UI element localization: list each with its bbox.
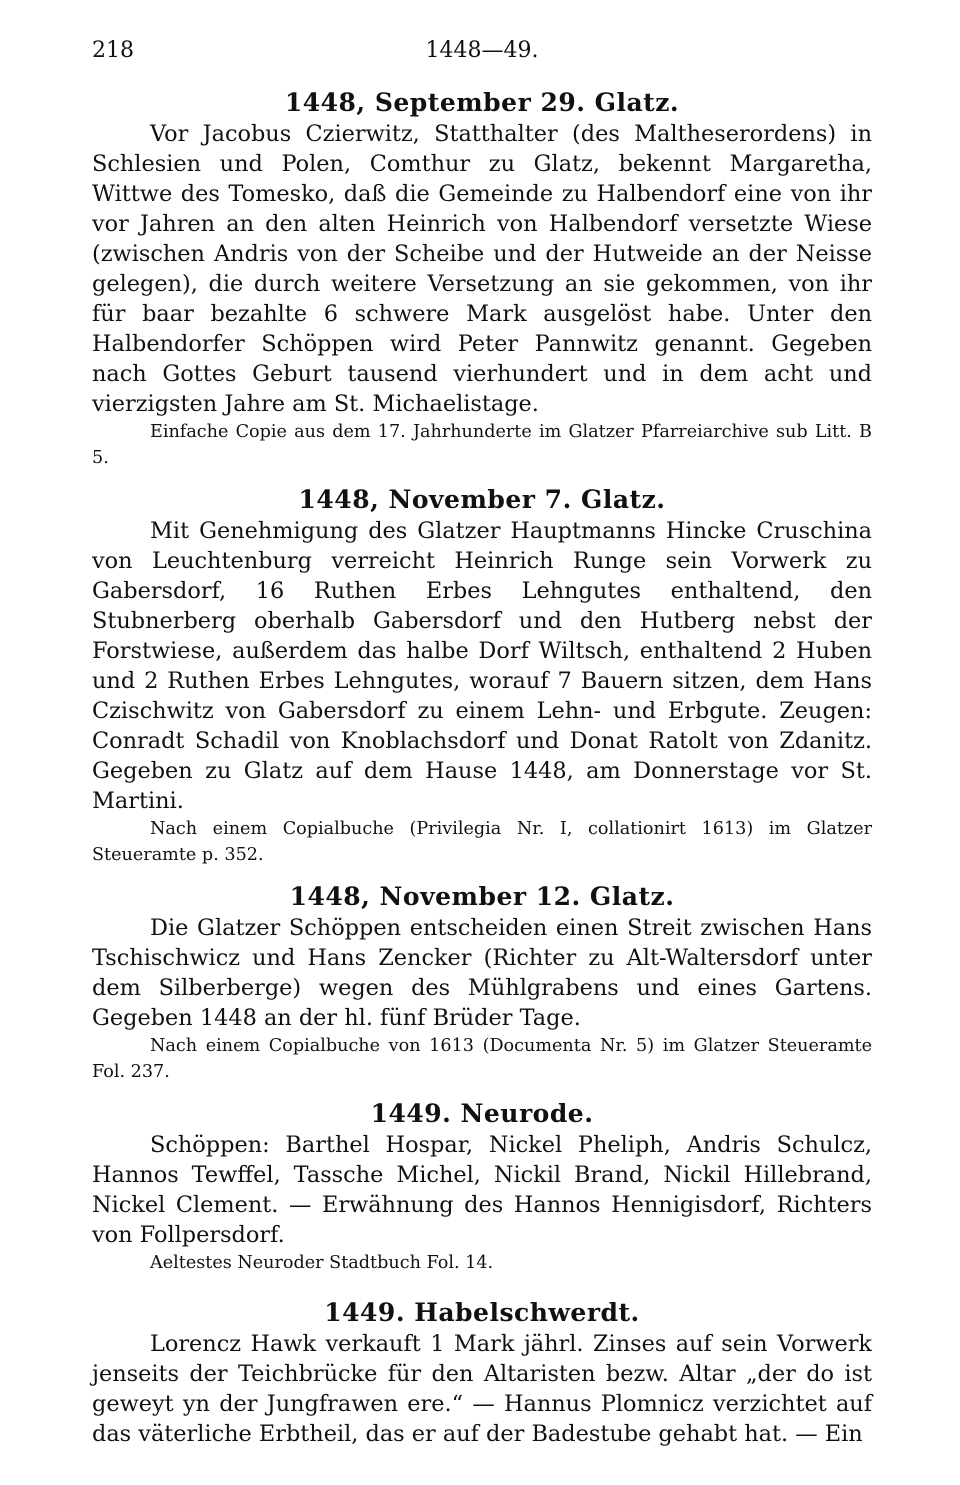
- entry-text: Mit Genehmigung des Glatzer Hauptmanns Hincke Cruschina von Leuchtenburg verreicht Heinrich Runge sein Vorwerk zu Gabersdorf, 16 Ruthen Erbes Lehngutes enthaltend, den Stubnerberg oberhalb Gabersdorf und den Hutberg nebst der Forstwiese, außerdem das halbe Dorf Wiltsch, enthaltend 2 Huben und 2 Ruthen Erbes Lehngutes, worauf 7 Bauern sitzen, dem Hans Czischwitz von Gabersdorf zu einem Lehn- und Erbgute. Zeugen: Conradt Schadil von Knoblachsdorf und Donat Ratolt von Zdanitz. Gegeben zu Glatz auf dem Hause 1448, am Donnerstage vor St. Martini.: [92, 518, 872, 814]
- entry-heading: 1449. Neurode.: [370, 1099, 594, 1128]
- entry-text: Vor Jacobus Czierwitz, Statthalter (des Maltheserordens) in Schlesien und Polen, Comthur zu Glatz, bekennt Margaretha, Wittwe des Tomesko, daß die Gemeinde zu Halbendorf eine von ihr vor Jahren an den alten Heinrich von Halbendorf versetzte Wiese (zwischen Andris von der Scheibe und der Hutweide an der Neisse gelegen), die durch weitere Versetzung an sie gekommen, von ihr für baar bezahlte 6 schwere Mark ausgelöst habe. Unter den Halbendorfer Schöppen wird Peter Pannwitz genannt. Gegeben nach Gottes Geburt tausend vierhundert und in dem acht und vierzigsten Jahre am St. Michaelistage.: [92, 121, 872, 417]
- entry-1449-neurode: [92, 1099, 872, 1276]
- entry-heading: 1448, November 7. Glatz.: [298, 485, 666, 514]
- entry-text: Schöppen: Barthel Hospar, Nickel Pheliph, Andris Schulcz, Hannos Tewffel, Tassche Michel, Nickil Brand, Nickil Hillebrand, Nickel Clement. — Erwähnung des Hannos Hennigisdorf, Richters von Follpersdorf.: [92, 1132, 872, 1248]
- entry-heading: 1449. Habelschwerdt.: [324, 1298, 640, 1327]
- entry-1448-nov-7: [92, 485, 872, 868]
- entry-source-note: Einfache Copie aus dem 17. Jahrhunderte im Glatzer Pfarreiarchive sub Litt. B 5.: [92, 422, 872, 468]
- running-title: 1448—49.: [425, 38, 539, 63]
- entry-source-note: Aeltestes Neuroder Stadtbuch Fol. 14.: [150, 1253, 494, 1273]
- entry-heading: 1448, November 12. Glatz.: [289, 882, 675, 911]
- entry-1448-nov-12: [92, 882, 872, 1085]
- entry-text: Die Glatzer Schöppen entscheiden einen Streit zwischen Hans Tschischwicz und Hans Zencker (Richter zu Alt-Waltersdorf unter dem Silberberge) wegen des Mühlgrabens und eines Gartens. Gegeben 1448 an der hl. fünf Brüder Tage.: [92, 915, 872, 1031]
- entry-heading: 1448, September 29. Glatz.: [284, 88, 680, 117]
- entry-source-note: Nach einem Copialbuche von 1613 (Documenta Nr. 5) im Glatzer Steueramte Fol. 237.: [92, 1036, 872, 1082]
- running-head: [92, 30, 872, 74]
- entry-source-note: Nach einem Copialbuche (Privilegia Nr. I, collationirt 1613) im Glatzer Steueramte p. 352.: [92, 819, 872, 865]
- entry-1449-habelschwerdt: [92, 1298, 872, 1449]
- page-number: 218: [92, 38, 134, 63]
- document-page: [92, 30, 872, 1449]
- entry-1448-sep-29: [92, 88, 872, 471]
- entry-text: Lorencz Hawk verkauft 1 Mark jährl. Zinses auf sein Vorwerk jenseits der Teichbrücke für den Altaristen bezw. Altar „der do ist geweyt yn der Jungfrawen ere.“ — Hannus Plomnicz verzichtet auf das väterliche Erbtheil, das er auf der Badestube gehabt hat. — Ein: [92, 1331, 872, 1447]
